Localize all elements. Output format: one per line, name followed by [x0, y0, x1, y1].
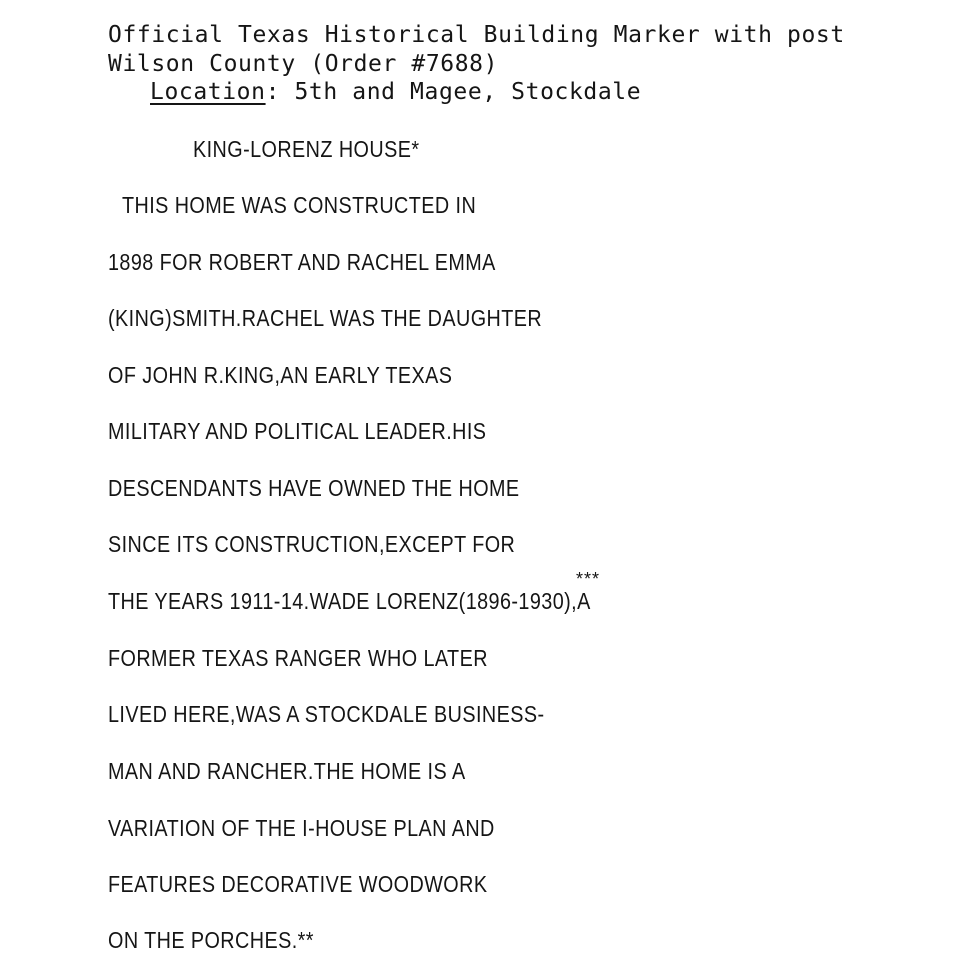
- marker-text-line: SINCE ITS CONSTRUCTION,EXCEPT FOR: [108, 531, 516, 557]
- marker-text-line: (KING)SMITH.RACHEL WAS THE DAUGHTER: [108, 305, 543, 331]
- marker-text-line: ON THE PORCHES.**: [108, 927, 314, 953]
- marker-text-line: THE YEARS 1911-14.WADE LORENZ(1896-1930),A: [108, 588, 591, 614]
- marker-text-line: THIS HOME WAS CONSTRUCTED IN: [122, 192, 477, 218]
- marker-text-line: VARIATION OF THE I-HOUSE PLAN AND: [108, 815, 495, 841]
- footnote-stars: ***: [576, 569, 601, 589]
- marker-text-line: OF JOHN R.KING,AN EARLY TEXAS: [108, 362, 453, 388]
- county-order-line: Wilson County (Order #7688): [108, 51, 499, 77]
- location-value: : 5th and Magee, Stockdale: [265, 79, 642, 105]
- marker-text-line: DESCENDANTS HAVE OWNED THE HOME: [108, 475, 520, 501]
- marker-type-line: Official Texas Historical Building Marker with post: [108, 22, 845, 48]
- marker-text-line: MAN AND RANCHER.THE HOME IS A: [108, 758, 466, 784]
- marker-text-line: 1898 FOR ROBERT AND RACHEL EMMA: [108, 249, 496, 275]
- marker-text-line: FEATURES DECORATIVE WOODWORK: [108, 871, 488, 897]
- marker-title: KING-LORENZ HOUSE*: [193, 136, 420, 162]
- marker-text-line: LIVED HERE,WAS A STOCKDALE BUSINESS-: [108, 701, 545, 727]
- marker-text-line: MILITARY AND POLITICAL LEADER.HIS: [108, 418, 487, 444]
- marker-text-line: FORMER TEXAS RANGER WHO LATER: [108, 645, 488, 671]
- location-line: [150, 81, 641, 104]
- location-label: Location: [150, 79, 266, 105]
